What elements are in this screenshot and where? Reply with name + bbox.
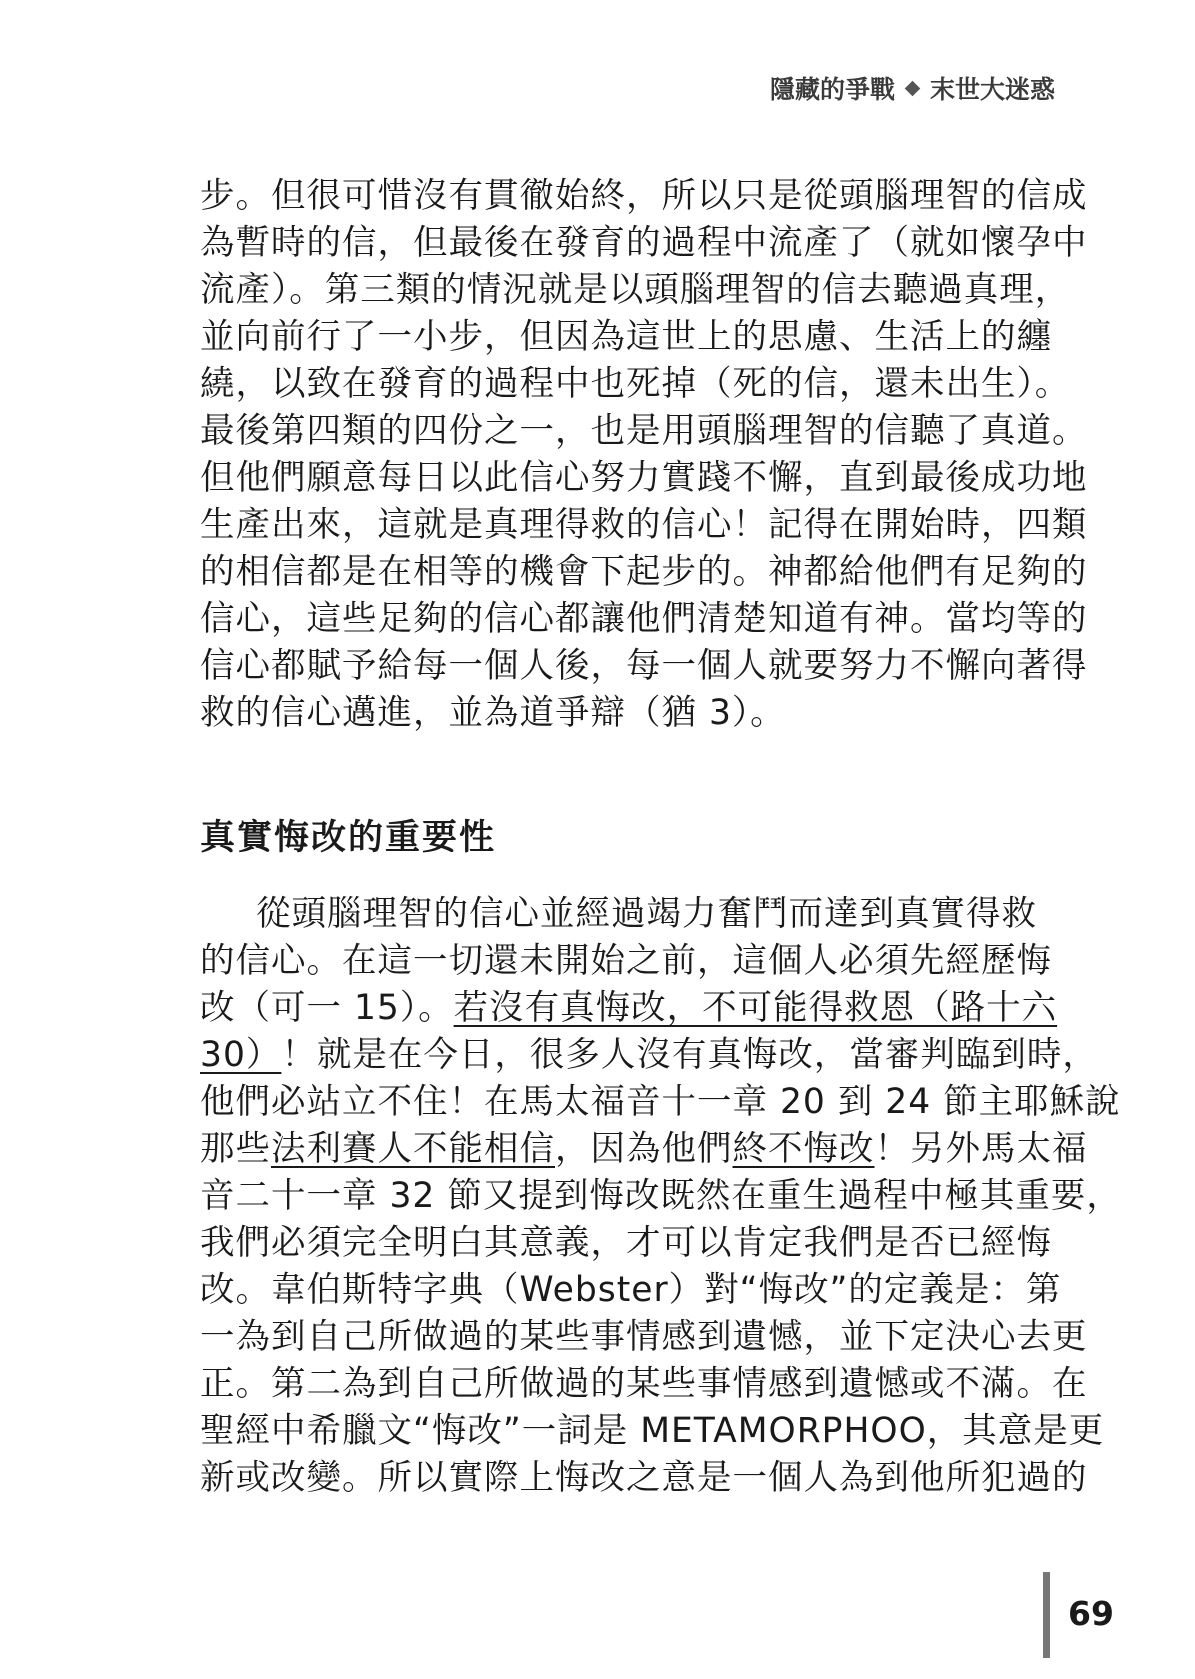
- text-line: 正。第二為到自己所做過的某些事情感到遺憾或不滿。在: [200, 1364, 1088, 1404]
- text-line: 的信心。在這一切還未開始之前，這個人必須先經歷悔: [200, 941, 1052, 981]
- text-segment: ！就是在今日，很多人沒有真悔改，當審判臨到時，: [281, 1035, 1098, 1075]
- text-line: 步。但很可惜沒有貫徹始終，所以只是從頭腦理智的信成: [200, 176, 1088, 216]
- text-line: 聖經中希臘文“悔改”一詞是 METAMORPHOO，其意是更: [200, 1411, 1105, 1451]
- text-line: 繞，以致在發育的過程中也死掉（死的信，還未出生）。: [200, 364, 1071, 404]
- paragraph-repentance: [200, 891, 1122, 1502]
- text-line: 生產出來，這就是真理得救的信心！記得在開始時，四類: [200, 505, 1088, 545]
- text-line: 救的信心邁進，並為道爭辯（猶 3）。: [200, 693, 786, 733]
- text-line: 為暫時的信，但最後在發育的過程中流產了（就如懷孕中: [200, 223, 1088, 263]
- text-segment: ，因為他們: [555, 1129, 733, 1169]
- underlined-text: 若沒有真悔改，不可能得救恩（路十六: [453, 988, 1058, 1028]
- text-line: 但他們願意每日以此信心努力實踐不懈，直到最後成功地: [200, 458, 1088, 498]
- text-line: 信心都賦予給每一個人後，每一個人就要努力不懈向著得: [200, 646, 1088, 686]
- text-line: 改。韋伯斯特字典（Webster）對“悔改”的定義是：第: [200, 1270, 1062, 1310]
- page-number-bar: [1043, 1572, 1050, 1658]
- text-line: 最後第四類的四份之一，也是用頭腦理智的信聽了真道。: [200, 411, 1088, 451]
- text-line: 一為到自己所做過的某些事情感到遺憾，並下定決心去更: [200, 1317, 1088, 1357]
- page-number: 69: [1068, 1594, 1114, 1633]
- text-line: 新或改變。所以實際上悔改之意是一個人為到他所犯過的: [200, 1458, 1088, 1498]
- book-subtitle: 末世大迷惑: [929, 75, 1055, 104]
- text-line: 的相信都是在相等的機會下起步的。神都給他們有足夠的: [200, 552, 1088, 592]
- text-line: [200, 1032, 1098, 1079]
- text-line: [200, 1126, 1088, 1173]
- text-line: 我們必須完全明白其意義，才可以肯定我們是否已經悔: [200, 1223, 1052, 1263]
- text-segment: ！另外馬太福: [874, 1129, 1088, 1169]
- text-segment: 那些: [200, 1129, 271, 1169]
- diamond-separator-icon: [905, 80, 921, 96]
- running-header: [770, 70, 1055, 106]
- underlined-text: 法利賽人不能相信: [271, 1129, 555, 1169]
- text-line: [200, 985, 1058, 1032]
- text-line: 從頭腦理智的信心並經過竭力奮鬥而達到真實得救: [256, 894, 1037, 934]
- underlined-text: 終不悔改: [732, 1129, 875, 1169]
- text-line: 音二十一章 32 節又提到悔改既然在重生過程中極其重要，: [200, 1176, 1122, 1216]
- text-line: 信心，這些足夠的信心都讓他們清楚知道有神。當均等的: [200, 599, 1088, 639]
- underlined-text: 30）: [200, 1035, 282, 1075]
- text-segment: 改（可一 15）。: [200, 988, 454, 1028]
- section-heading: 真實悔改的重要性: [200, 818, 497, 858]
- book-title: 隱藏的爭戰: [769, 75, 895, 104]
- text-line: 並向前行了一小步，但因為這世上的思慮、生活上的纏: [200, 317, 1052, 357]
- paragraph-continued: [200, 173, 1088, 737]
- text-line: 流產）。第三類的情況就是以頭腦理智的信去聽過真理，: [200, 270, 1071, 310]
- text-line: 他們必站立不住！在馬太福音十一章 20 到 24 節主耶穌說: [200, 1082, 1121, 1122]
